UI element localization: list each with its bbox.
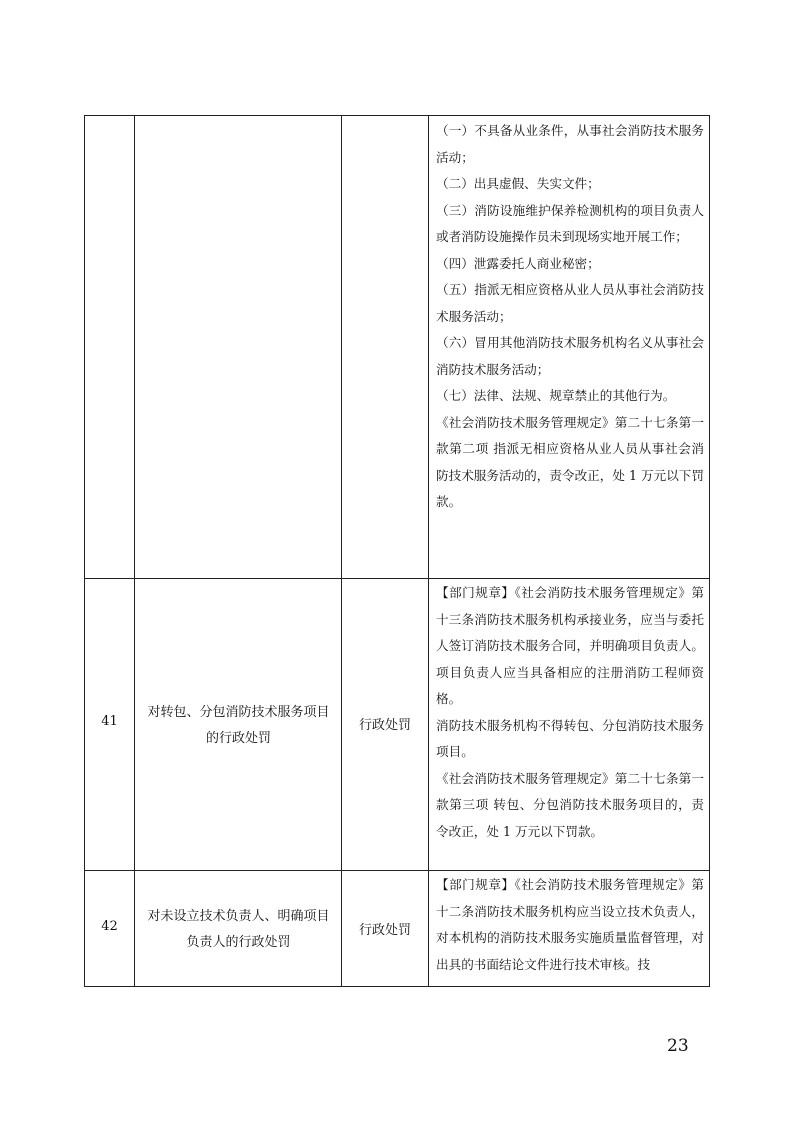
item-name-line: 对转包、分包消防技术服务项目: [147, 705, 330, 720]
basis-paragraph: （五）指派无相应资格从业人员从事社会消防技术服务活动；: [436, 282, 704, 324]
column-divider: [428, 871, 429, 986]
basis-paragraph: 《社会消防技术服务管理规定》第二十七条第一款第二项 指派无相应资格从业人员从事社会消防技术服务活动的，责令改正，处 1 万元以下罚款。: [436, 414, 704, 509]
column-divider: [134, 871, 135, 986]
item-name: [141, 700, 336, 752]
basis-paragraph: （三）消防设施维护保养检测机构的项目负责人或者消防设施操作员未到现场实地开展工作；: [436, 202, 704, 244]
basis-paragraph: （七）法律、法规、规章禁止的其他行为。: [436, 388, 676, 403]
row-number: 42: [101, 919, 118, 934]
column-divider: [341, 116, 342, 578]
page-number: 23: [667, 1036, 689, 1056]
column-divider: [134, 579, 135, 870]
item-name-line: 对未设立技术负责人、明确项目: [147, 909, 330, 924]
basis-paragraph: （六）冒用其他消防技术服务机构名义从事社会消防技术服务活动；: [436, 335, 704, 377]
column-divider: [134, 116, 135, 578]
column-divider: [428, 579, 429, 870]
table-row: [85, 871, 709, 986]
basis-paragraph: 【部门规章】《社会消防技术服务管理规定》第十三条消防技术服务机构承接业务，应当与委托人签订消防技术服务合同，并明确项目负责人。项目负责人应当具备相应的注册消防工程师资格。: [436, 585, 704, 706]
row-number: 41: [101, 714, 118, 729]
item-name: [141, 904, 336, 956]
table-row: [85, 116, 709, 579]
table-row: [85, 579, 709, 871]
category: 行政处罚: [358, 923, 411, 938]
basis-paragraph: 消防技术服务机构不得转包、分包消防技术服务项目。: [436, 717, 704, 759]
legal-basis-cell: [436, 872, 704, 978]
legal-basis-cell: [436, 580, 704, 845]
basis-paragraph: 《社会消防技术服务管理规定》第二十七条第一款第三项 转包、分包消防技术服务项目的，责令改正，处 1 万元以下罚款。: [436, 770, 704, 839]
column-divider: [428, 116, 429, 578]
basis-paragraph: 【部门规章】《社会消防技术服务管理规定》第十二条消防技术服务机构应当设立技术负责人，对本机构的消防技术服务实施质量监督管理，对出具的书面结论文件进行技术审核。技: [436, 877, 704, 972]
item-name-line: 负责人的行政处罚: [186, 935, 291, 950]
item-name-line: 的行政处罚: [205, 731, 271, 746]
basis-paragraph: （二）出具虚假、失实文件；: [436, 176, 600, 191]
basis-paragraph: （一）不具备从业条件，从事社会消防技术服务活动；: [436, 123, 704, 165]
category: 行政处罚: [358, 718, 411, 733]
basis-paragraph: （四）泄露委托人商业秘密；: [436, 255, 600, 271]
regulation-table: [84, 115, 710, 987]
legal-basis-cell: [436, 118, 704, 516]
